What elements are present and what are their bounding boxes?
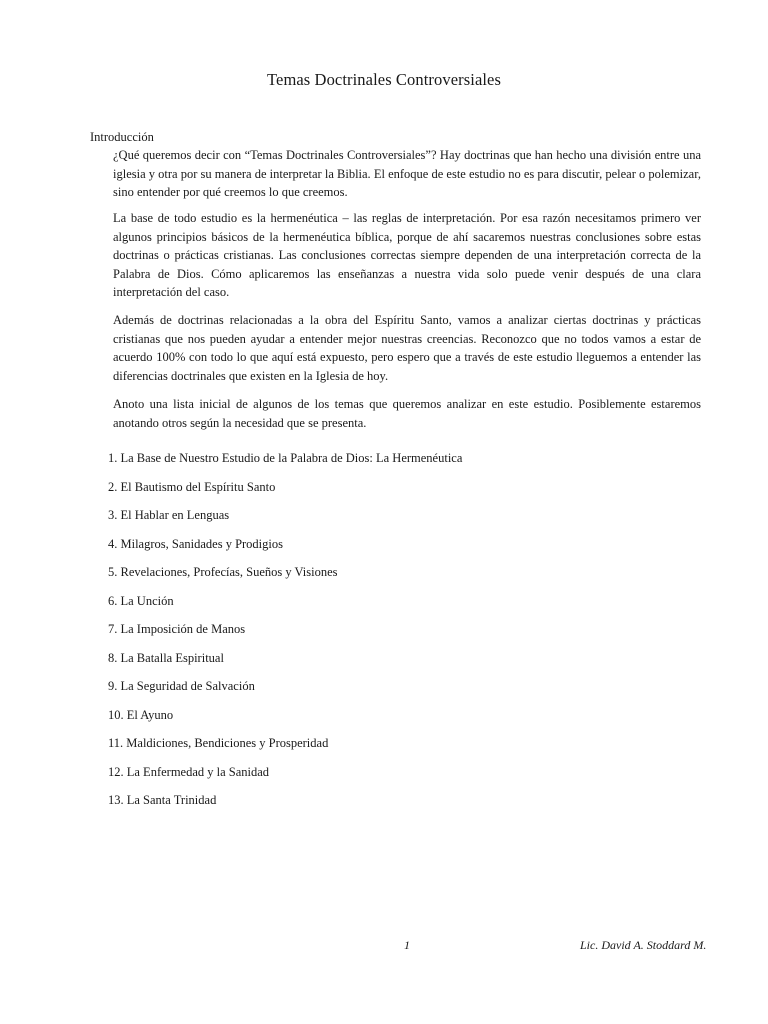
topic-item: 6. La Unción [108,593,174,608]
topic-item: 8. La Batalla Espiritual [108,650,224,665]
topic-item: 11. Maldiciones, Bendiciones y Prosperidad [108,736,329,750]
paragraph-2: La base de todo estudio es la hermenéutica – las reglas de interpretación. Por esa razón necesitamos primero ver algunos principios básicos de la hermenéutica bíblica, porque de ahí sacaremos nuestras conclusiones sobre estas doctrinas o prácticas cristianas. Las conclusiones correctas siempre dependen de una interpretación correcta de la Palabra de Dios. Cómo aplicaremos las enseñanzas a nuestra vida solo puede venir después de una clara interpretación del caso. [113,211,701,300]
topic-item: 10. El Ayuno [108,707,174,722]
page-number: 1 [404,938,410,952]
section-heading: Introducción [90,130,154,144]
document-title: Temas Doctrinales Controversiales [267,70,501,89]
topic-item: 7. La Imposición de Manos [108,622,246,636]
topic-item: 9. La Seguridad de Salvación [108,679,255,693]
topics-list [108,449,462,820]
paragraph-3: Además de doctrinas relacionadas a la obra del Espíritu Santo, vamos a analizar ciertas doctrinas y prácticas cristianas que nos pueden ayudar a entender mejor nuestras creencias. Reconozco que no todos vamos a estar de acuerdo 100% con todo lo que aquí está expuesto, pero espero que a través de este estudio lleguemos a entender las diferencias doctrinales que existen en la Iglesia de hoy. [113,313,701,383]
topic-item: 3. El Hablar en Lenguas [108,508,230,522]
paragraph-4: Anoto una lista inicial de algunos de los temas que queremos analizar en este estudio. Posiblemente estaremos anotando otros según la necesidad que se presenta. [113,397,701,430]
paragraph-1: ¿Qué queremos decir con “Temas Doctrinales Controversiales”? Hay doctrinas que han hecho una división entre una iglesia y otra por su manera de interpretar la Biblia. El enfoque de este estudio no es para discutir, pelear o polemizar, sino entender por qué creemos lo que creemos. [113,148,701,200]
topic-item: 12. La Enfermedad y la Sanidad [108,764,270,779]
topic-item: 1. La Base de Nuestro Estudio de la Palabra de Dios: La Hermenéutica [108,451,463,465]
topic-item: 13. La Santa Trinidad [108,793,217,807]
topic-item: 2. El Bautismo del Espíritu Santo [108,479,276,494]
topic-item: 4. Milagros, Sanidades y Prodigios [108,536,283,551]
footer-author: Lic. David A. Stoddard M. [580,938,707,952]
topic-item: 5. Revelaciones, Profecías, Sueños y Visiones [108,565,338,579]
